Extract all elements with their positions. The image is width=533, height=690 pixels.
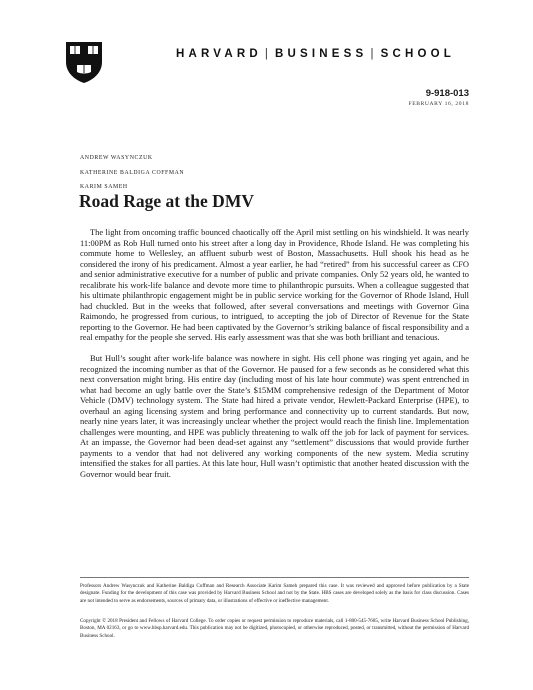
author-list <box>80 151 184 195</box>
school-name-separator: | <box>264 48 273 60</box>
author-name: KATHERINE BALDIGA COFFMAN <box>80 169 185 176</box>
school-name-harvard: HARVARD <box>176 48 262 60</box>
school-name-separator: | <box>370 48 378 60</box>
harvard-shield-icon <box>64 40 104 84</box>
body-paragraph: But Hull’s sought after work-life balance was nowhere in sight. His cell phone was ringing yet again, and he recognized the incoming number as that of the Governor. He paused for a few seconds as he considered what this next conversation might bring. His entire day (including most of his late hour commute) was spent entrenched in what had become an ugly battle over the State’s $15MM comprehensive redesign of the Department of Motor Vehicle (DMV) technology system. The State had hired a private vendor, Hewlett-Packard Enterprise (HPE), to overhaul an aging licensing system and bring performance and connectivity up to current standards. But now, nearly nine years later, it was increasingly unclear whether the project would reach the finish line. Implementation challenges were mounting, and HPE was publicly threatening to walk off the job for lack of payment for services. At an impasse, the Governor had been dead-set against any “settlement” discussions that would provide further payments to a vendor that had not delivered any working components of the new system. Media scrutiny intensified the stakes for all parties. At this late hour, Hull wasn’t optimistic that another heated discussion with the Governor would bear fruit. <box>80 353 469 480</box>
case-title: Road Rage at the DMV <box>79 191 254 211</box>
case-number: 9-918-013 <box>425 88 469 99</box>
page-header <box>64 40 484 84</box>
footer-divider <box>80 577 469 578</box>
case-body <box>80 227 469 490</box>
author-name: KARIM SAMEH <box>80 184 128 190</box>
school-name <box>176 48 455 60</box>
case-date: FEBRUARY 16, 2018 <box>408 101 469 107</box>
school-name-business: BUSINESS <box>275 48 368 60</box>
school-name-school: SCHOOL <box>380 48 456 60</box>
copyright-note: Copyright © 2018 President and Fellows of Harvard College. To order copies or request permission to reproduce materials, call 1-800-545-7685, write Harvard Business School Publishing, Boston, MA 02163, or go to www.hbsp.harvard.edu. This publication may not be digitized, photocopied, or otherwise reproduced, posted, or transmitted, without the permission of Harvard Business School. <box>80 618 469 639</box>
authorship-note: Professors Andrew Wasynczuk and Katherine Baldiga Coffman and Research Associate Karim Sameh prepared this case. It was reviewed and approved before publication by a State designate. Funding for the development of this case was provided by Harvard Business School and not by the State. HBS cases are developed solely as the basis for class discussion. Cases are not intended to serve as endorsements, sources of primary data, or illustrations of effective or ineffective management. <box>80 583 469 604</box>
body-paragraph: The light from oncoming traffic bounced chaotically off the April mist settling on his windshield. It was nearly 11:00PM as Rob Hull turned onto his street after a long day in Providence, Rhode Island. He was completing his commute home to Wellesley, an affluent suburb west of Boston, Massachusetts. Hull shook his head as he considered the irony of his predicament. Almost a year earlier, he had “retired” from his successful career as CFO and senior administrative executive for a number of public and private companies. Only 52 years old, he wanted to recalibrate his work-life balance and devote more time to philanthropic pursuits. When a colleague suggested that his ultimate philanthropic engagement might be in public service working for the Governor of Rhode Island, Hull had chuckled. But in the weeks that followed, after several conversations and meetings with Governor Gina Raimondo, he progressed from curious, to intrigued, to accepting the job of Director of Revenue for the State reporting to the Governor. He had been captivated by the Governor’s striking balance of fiscal responsibility and a real empathy for the people she served. His early assessment was that she was both brilliant and tenacious. <box>80 227 469 343</box>
author-name: ANDREW WASYNCZUK <box>80 155 153 161</box>
